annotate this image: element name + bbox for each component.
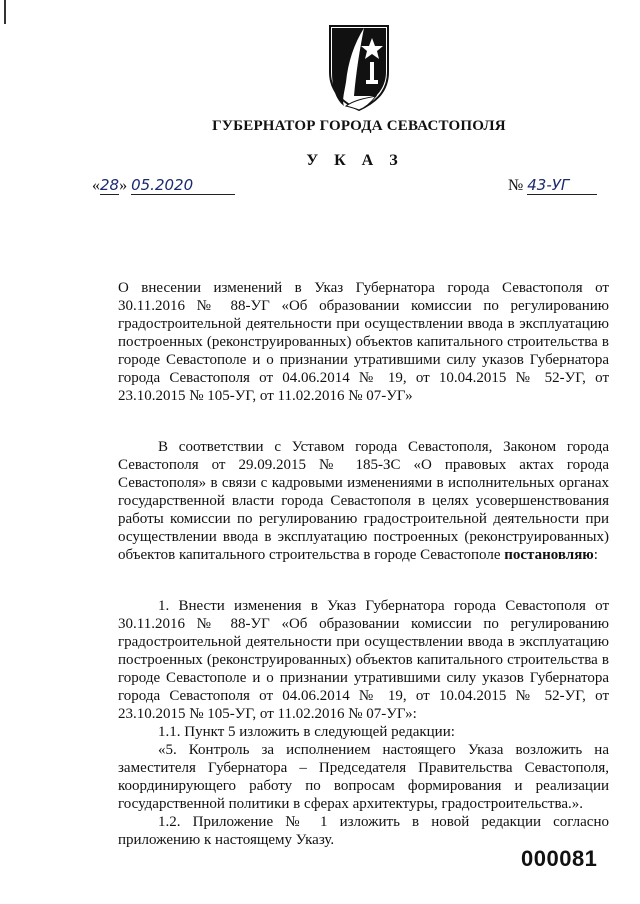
date-quote-open: « xyxy=(92,177,100,194)
item-1-1: 1.1. Пункт 5 изложить в следующей редакции: xyxy=(158,724,455,740)
coat-of-arms-icon xyxy=(324,22,394,112)
preamble-text: В соответствии с Уставом города Севастополя, Законом города Севастополя от 29.09.2015 № 185-ЗС «О правовых актах города Севастополя» в связи с кадровыми изменениями в исполнительных органах государственной власти города Севастополя в целях усовершенствования работы комиссии по регулированию градостроительной деятельности при осуществлении ввода в эксплуатацию построенных (реконструированных) объектов капитального строительства в городе Севастополе xyxy=(118,439,609,563)
decree-preamble xyxy=(118,438,609,564)
subject-paragraph: О внесении изменений в Указ Губернатора города Севастополя от 30.11.2016 № 88-УГ «Об образовании комиссии по регулированию градостроительной деятельности при осуществлении ввода в эксплуатацию построенных (реконструированных) объектов капитального строительства в городе Севастополе и о признании утратившими силу указов Губернатора города Севастополя от 04.06.2014 № 19, от 10.04.2015 № 52-УГ, от 23.10.2015 № 105-УГ, от 11.02.2016 № 07-УГ» xyxy=(118,280,609,404)
preamble-colon: : xyxy=(593,547,598,563)
date-month-year: 05.2020 xyxy=(131,176,235,195)
issuer-title: ГУБЕРНАТОР ГОРОДА СЕВАСТОПОЛЯ xyxy=(212,118,506,134)
date-quote-close: » xyxy=(119,177,128,194)
number-sign: № xyxy=(508,177,524,194)
document-type: У К А З xyxy=(306,152,404,169)
item-1: 1. Внести изменения в Указ Губернатора города Севастополя от 30.11.2016 № 88-УГ «Об образовании комиссии по регулированию градостроительной деятельности при осуществлении ввода в эксплуатацию построенных (реконструированных) объектов капитального строительства в городе Севастополе и о признании утратившими силу указов Губернатора города Севастополя от 04.06.2014 № 19, от 10.04.2015 № 52-УГ, от 23.10.2015 № 105-УГ, от 11.02.2016 № 07-УГ»: xyxy=(118,598,609,722)
date-day: 28 xyxy=(100,176,120,194)
decree-items xyxy=(118,597,609,849)
preamble-paragraph xyxy=(118,438,609,564)
item-1-2: 1.2. Приложение № 1 изложить в новой редакции согласно приложению к настоящему Указу. xyxy=(118,814,609,848)
item-1-1-quote: «5. Контроль за исполнением настоящего Указа возложить на заместителя Губернатора – Председателя Правительства Севастополя, координирующего работу по вопросам формирования и реализации государственной политики в сферах архитектуры, градостроительства.». xyxy=(118,742,609,812)
preamble-resolve: постановляю xyxy=(504,547,594,563)
number-value: 43-УГ xyxy=(527,176,597,195)
form-serial-number: 000081 xyxy=(521,846,598,871)
decree-date xyxy=(92,176,235,195)
decree-number xyxy=(508,176,597,195)
scan-edge-mark xyxy=(4,0,6,24)
decree-subject xyxy=(118,279,609,405)
